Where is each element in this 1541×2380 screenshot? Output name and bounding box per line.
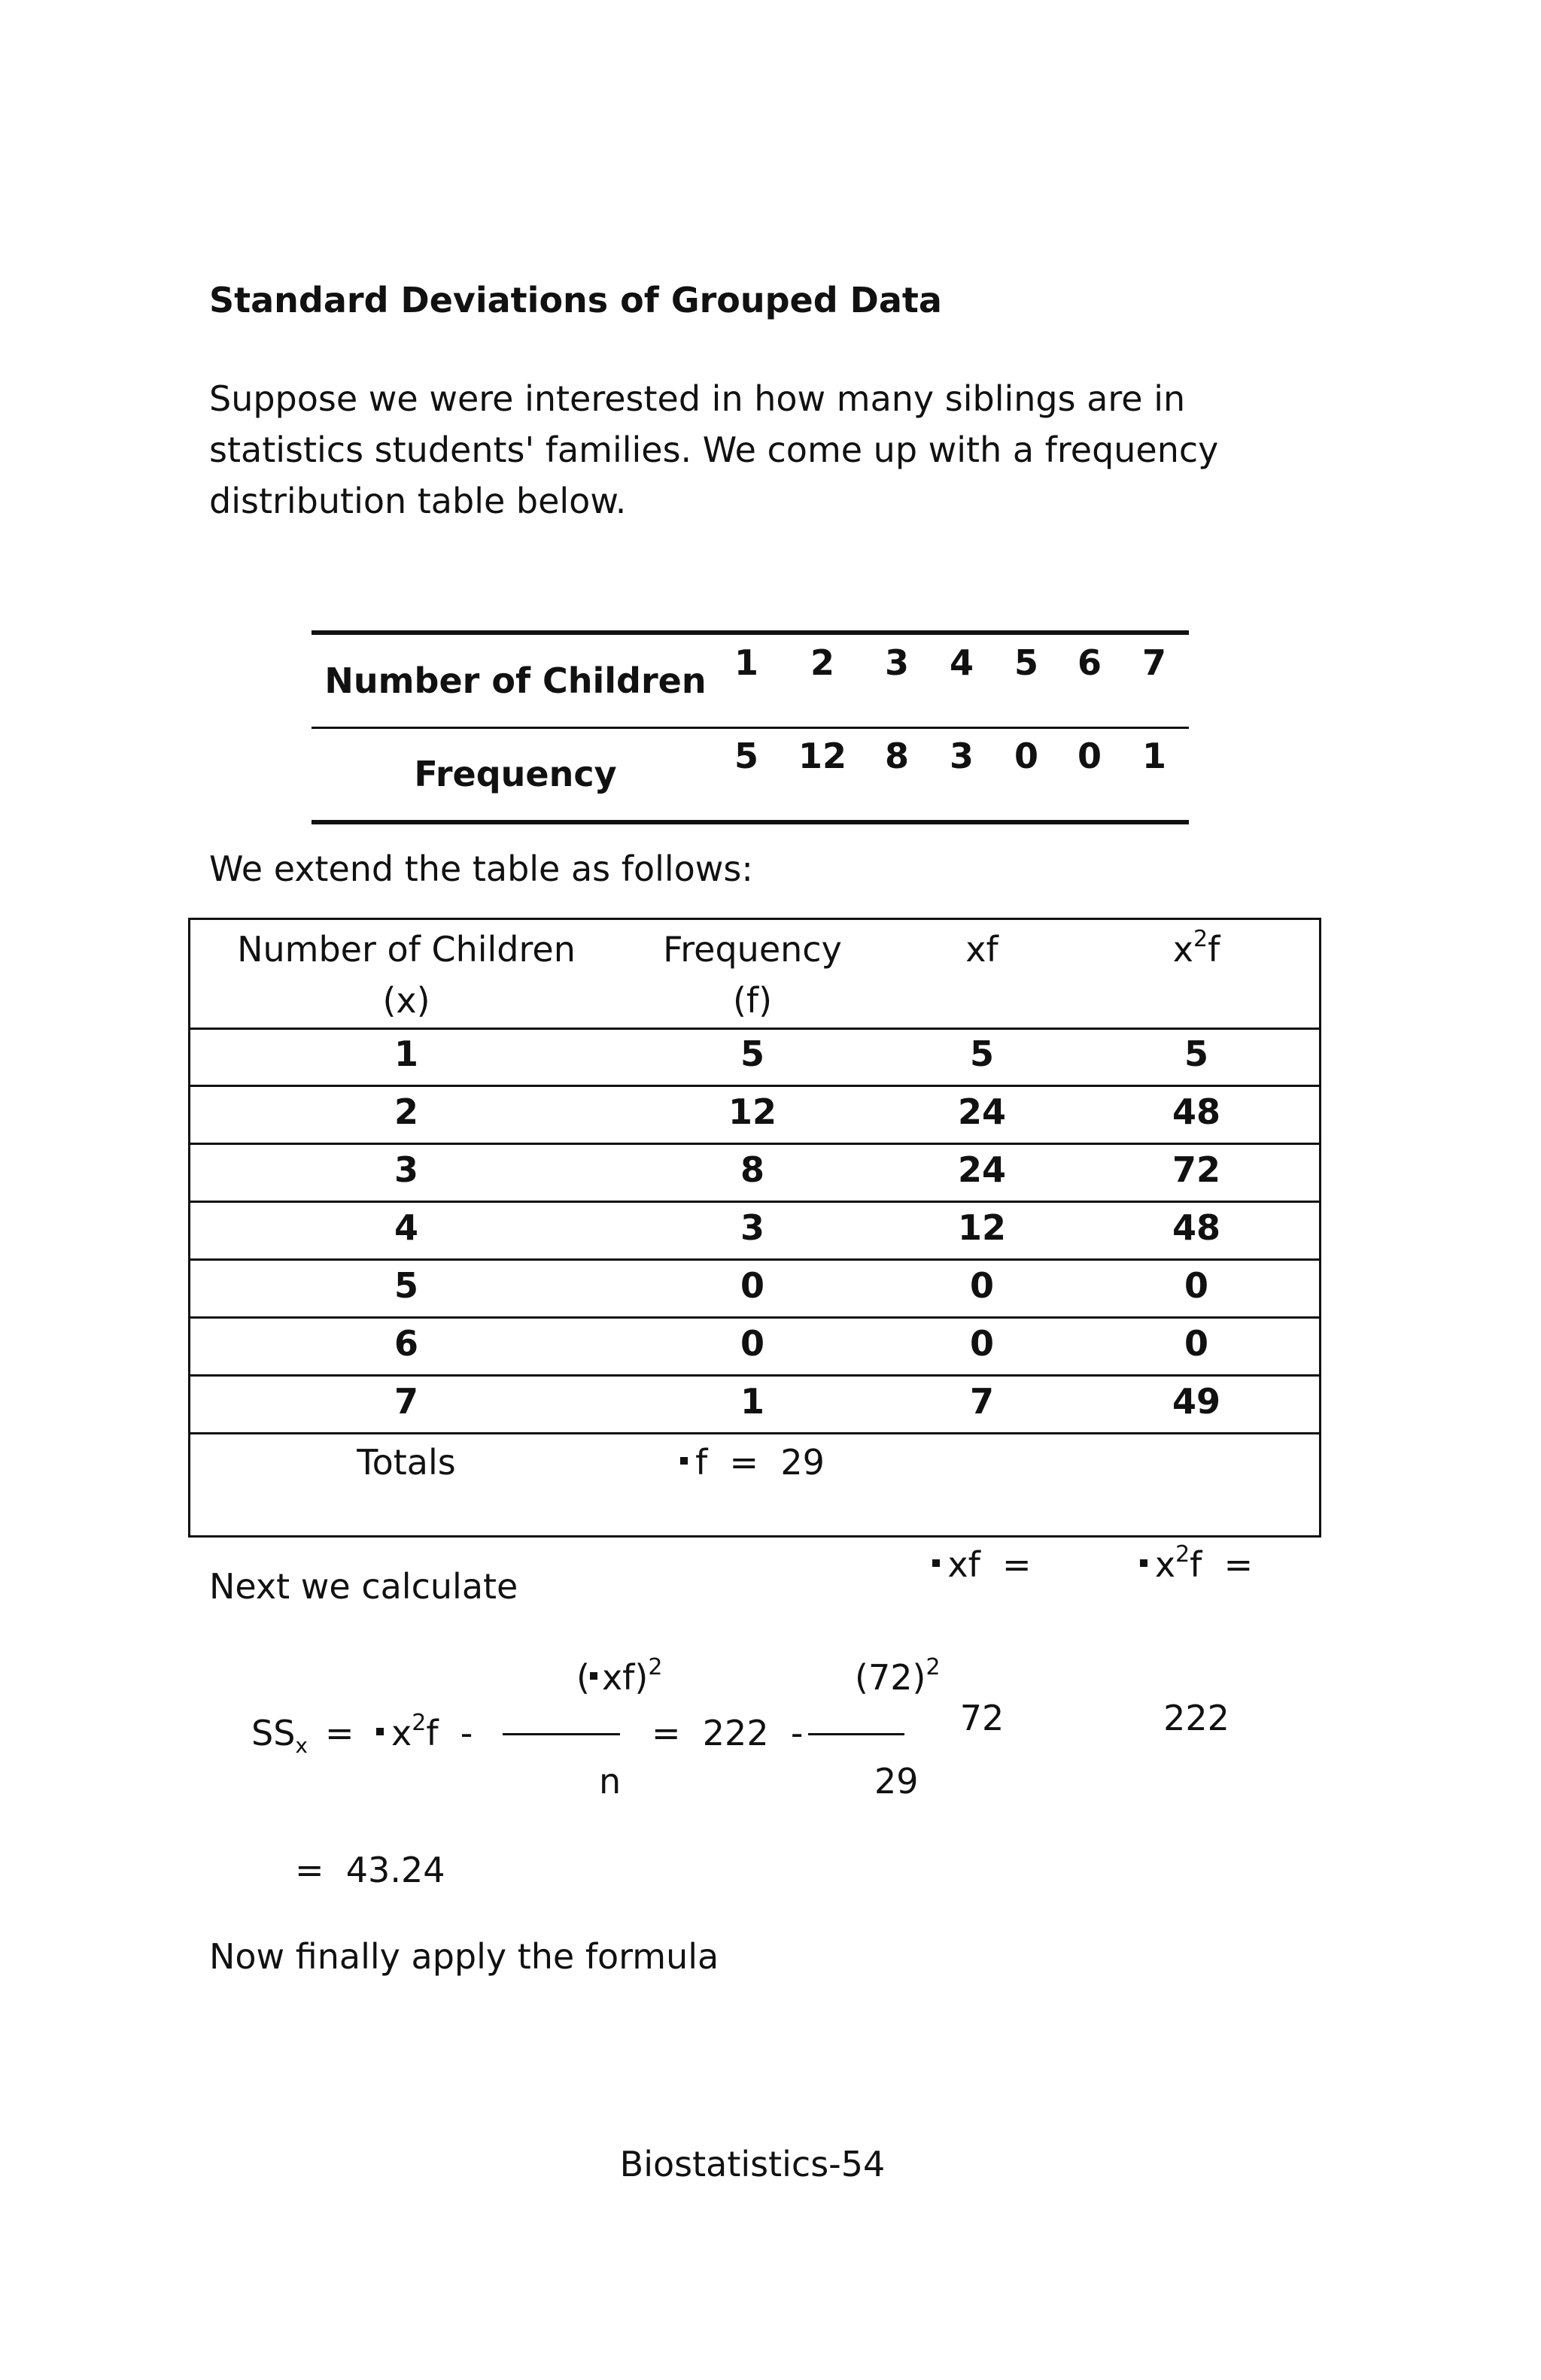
superscript: 2 [1193,925,1208,952]
formula-equals: = [325,1713,354,1753]
table-bottom-rule [312,820,1189,824]
children-value: 4 [949,642,974,683]
row-divider [188,1432,1321,1434]
row-divider [188,1085,1321,1087]
totals-xf-text: xf = [947,1544,1032,1585]
formula-denominator-1: n [599,1761,622,1802]
cell-x: 1 [394,1034,418,1074]
superscript: 2 [1175,1541,1190,1568]
cell-x2f: 72 [1172,1149,1220,1190]
row-divider [188,1374,1321,1377]
sigma-symbol [1140,1559,1147,1567]
formula-equals-222: = 222 - [652,1713,804,1753]
intro-line: statistics students' families. We come up with a frequency [209,430,1219,470]
cell-x2f: 48 [1172,1207,1220,1248]
header-part: x [1172,929,1193,970]
paren: ( [576,1657,590,1698]
cell-x: 2 [394,1091,418,1132]
totals-f [617,1437,888,1488]
cell-xf: 7 [969,1381,994,1422]
frequency-value: 8 [884,736,909,776]
frequency-value: 3 [949,736,974,776]
cell-x: 3 [394,1149,418,1190]
header-line: Frequency [663,929,842,970]
header-line: (x) [382,980,430,1021]
children-value: 5 [1014,642,1038,683]
cell-f: 1 [740,1381,764,1422]
cell-f: 3 [740,1207,764,1248]
section-heading: Standard Deviations of Grouped Data [209,280,942,320]
header-line: (f) [732,980,773,1021]
intro-line: distribution table below. [209,481,627,521]
sigma-symbol [680,1457,688,1465]
formula-denominator-2: 29 [874,1761,919,1802]
totals-label: Totals [357,1442,456,1483]
x2f-tail: f - [426,1713,473,1753]
sigma-symbol [590,1672,597,1680]
row-divider [188,1028,1321,1030]
table-top-rule [312,630,1189,635]
row-divider [188,1258,1321,1261]
header-frequency [617,924,888,1026]
totals-xf-line [888,1539,1076,1590]
cell-f: 0 [740,1265,764,1306]
row-label-frequency: Frequency [414,754,617,794]
formula-numerator-2 [855,1652,941,1703]
row-label-children: Number of Children [324,660,707,701]
children-value: 6 [1077,642,1102,683]
totals-x2f-value: 222 [1163,1698,1229,1738]
children-value: 1 [734,642,758,683]
totals-x2f-base: x [1154,1544,1176,1585]
frequency-value: 0 [1014,736,1038,776]
extend-text: We extend the table as follows: [209,848,753,889]
frequency-value: 1 [1141,736,1166,776]
cell-f: 5 [740,1034,764,1074]
fraction-bar [808,1733,904,1735]
header-part: f [1208,929,1220,970]
totals-x2f-line [1076,1539,1317,1590]
cell-x2f: 49 [1172,1381,1220,1422]
header-number-of-children [196,924,617,1026]
children-value: 3 [884,642,909,683]
row-divider [188,1316,1321,1319]
superscript: 2 [412,1709,427,1736]
formula-numerator-1 [576,1652,662,1703]
ss-symbol: SS [251,1713,296,1753]
frequency-value: 0 [1077,736,1102,776]
num-body: (72) [855,1657,926,1698]
cell-x2f: 5 [1184,1034,1208,1074]
frequency-value: 5 [734,736,758,776]
totals-f-text: f = 29 [695,1442,825,1483]
subscript: x [295,1733,308,1759]
header-xf: xf [965,929,998,970]
finally-text: Now finally apply the formula [209,1936,719,1977]
cell-x: 6 [394,1323,418,1364]
row-divider [188,1143,1321,1145]
row-divider [188,1201,1321,1203]
superscript: 2 [926,1653,941,1680]
cell-f: 8 [740,1149,764,1190]
cell-xf: 24 [957,1091,1006,1132]
formula-result: = 43.24 [295,1850,445,1890]
fraction-bar [503,1733,620,1735]
header-x2f [1076,924,1317,975]
cell-xf: 5 [969,1034,994,1074]
frequency-value: 12 [798,736,846,776]
num-body: xf) [601,1657,649,1698]
totals-xf-value: 72 [959,1698,1005,1738]
cell-x: 5 [394,1265,418,1306]
cell-xf: 24 [957,1149,1006,1190]
cell-x: 4 [394,1207,418,1248]
sigma-symbol [932,1559,940,1567]
intro-line: Suppose we were interested in how many siblings are in [209,378,1186,419]
superscript: 2 [648,1653,663,1680]
totals-x2f [1076,1437,1317,1846]
cell-xf: 12 [957,1207,1006,1248]
formula-lhs [251,1708,308,1759]
sigma-symbol [376,1728,384,1735]
cell-x2f: 0 [1184,1265,1208,1306]
children-value: 7 [1141,642,1166,683]
next-text: Next we calculate [209,1566,518,1607]
page-footer: Biostatistics-54 [619,2144,886,2184]
formula-sum-x2f [376,1708,473,1759]
children-value: 2 [810,642,834,683]
cell-xf: 0 [969,1323,994,1364]
x2f-base: x [391,1713,412,1753]
cell-x: 7 [394,1381,418,1422]
intro-paragraph [209,373,1263,527]
cell-f: 0 [740,1323,764,1364]
cell-x2f: 0 [1184,1323,1208,1364]
header-line: Number of Children [237,929,576,970]
totals-x2f-tail: f = [1190,1544,1254,1585]
cell-xf: 0 [969,1265,994,1306]
cell-x2f: 48 [1172,1091,1220,1132]
table-mid-rule [312,727,1189,729]
cell-f: 12 [728,1091,777,1132]
